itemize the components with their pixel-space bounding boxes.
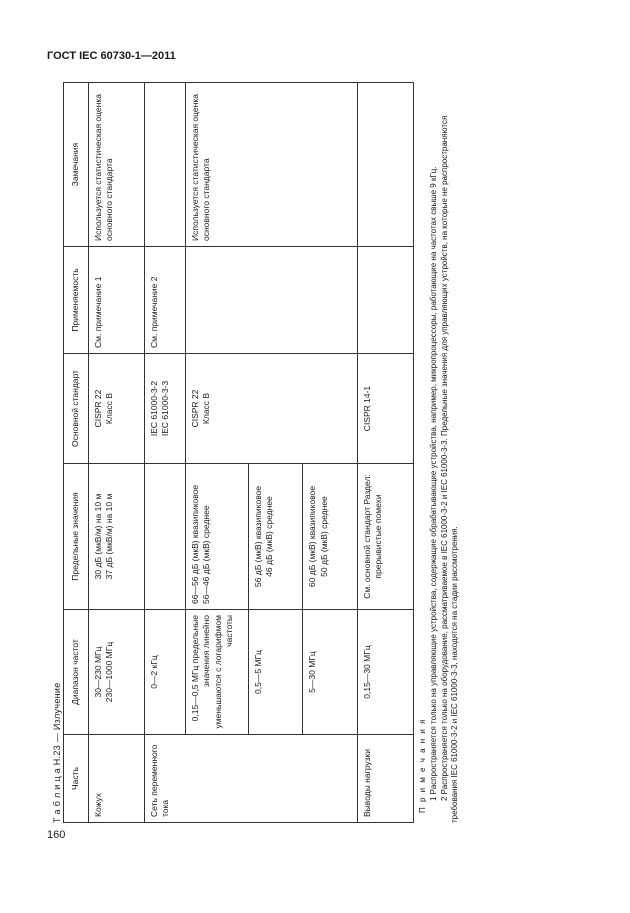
cell-remarks: Используется статистическая оценка основного стандарта xyxy=(186,83,357,247)
table-row xyxy=(186,83,249,823)
rotated-table-block xyxy=(52,83,490,823)
cell-frequency: 0—2 кГц xyxy=(145,610,186,735)
note-2: 2 Распространяется только на оборудование, рассматриваемое в IEC 61000-3-2 и IEC 61000-3-3. Предельные значения для управляющих устройств, на которые не распространяются требования IEC 61000-3-2 и IEC 61000-3-3, находятся на стадии рассмотрения. xyxy=(439,115,460,823)
cell-standard: IEC 61000-3-2 IEC 61000-3-3 xyxy=(145,354,186,464)
cell-remarks xyxy=(145,83,186,247)
cell-limits: 60 дБ (мкВ) квазипиковое 50 дБ (мкВ) среднее xyxy=(303,464,357,610)
cell-limits: 56 дБ (мкВ) квазипиковое 46 дБ (мкВ) среднее xyxy=(249,464,303,610)
emission-table xyxy=(63,82,414,823)
cell-applicability: См. примечание 2 xyxy=(145,247,186,354)
cell-limits: 30 дБ (мкВ/м) на 10 м 37 дБ (мкВ/м) на 10 м xyxy=(88,464,144,610)
cell-applicability xyxy=(357,247,413,354)
cell-applicability: См. примечание 1 xyxy=(88,247,144,354)
table-caption: Т а б л и ц а Н.23 — Излучение xyxy=(52,682,62,823)
col-header-part: Часть xyxy=(64,735,89,823)
cell-frequency: 0,5—5 МГц xyxy=(249,610,303,735)
cell-frequency: 5—30 МГц xyxy=(303,610,357,735)
table-row xyxy=(88,83,144,823)
col-header-applicability: Применяемость xyxy=(64,247,89,354)
col-header-limits: Предельные значения xyxy=(64,464,89,610)
document-header: ГОСТ IEC 60730-1—2011 xyxy=(47,50,176,62)
cell-part: Сеть переменного тока xyxy=(145,735,357,823)
cell-part: Выводы нагрузки xyxy=(357,735,413,823)
note-1: 1 Распространяется только на управляющие устройства, содержащие обрабатывающие устройства, например, микропроцессоры, работающие на частотах свыше 9 кГц. xyxy=(428,166,438,801)
cell-frequency: 0,15—0,5 МГц предельные значения линейно уменьшаются с логарифмом частоты xyxy=(186,610,249,735)
table-header-row xyxy=(64,83,89,823)
cell-standard: CISPR 14-1 xyxy=(357,354,413,464)
table-row xyxy=(145,83,186,823)
col-header-frequency: Диапазон частот xyxy=(64,610,89,735)
cell-standard: CISPR 22 Класс В xyxy=(186,354,357,464)
notes-heading: П р и м е ч а н и я xyxy=(418,718,427,813)
cell-part: Кожух xyxy=(88,735,144,823)
col-header-remarks: Замечания xyxy=(64,83,89,247)
cell-standard: CISPR 22 Класс В xyxy=(88,354,144,464)
cell-applicability xyxy=(186,247,357,354)
cell-limits: 66—56 дБ (мкВ) квазипиковое 56—46 дБ (мкВ) среднее xyxy=(186,464,249,610)
page-number: 160 xyxy=(47,829,66,841)
cell-remarks: Используется статистическая оценка основного стандарта xyxy=(88,83,144,247)
cell-limits xyxy=(145,464,186,610)
cell-frequency: 0,15—30 МГц xyxy=(357,610,413,735)
col-header-standard: Основной стандарт xyxy=(64,354,89,464)
cell-frequency: 30—230 МГц 230—1000 МГц xyxy=(88,610,144,735)
table-row xyxy=(357,83,413,823)
cell-remarks xyxy=(357,83,413,247)
table-notes xyxy=(418,83,461,823)
cell-limits: См. основной стандарт Раздел: прерывистые помехи xyxy=(357,464,413,610)
